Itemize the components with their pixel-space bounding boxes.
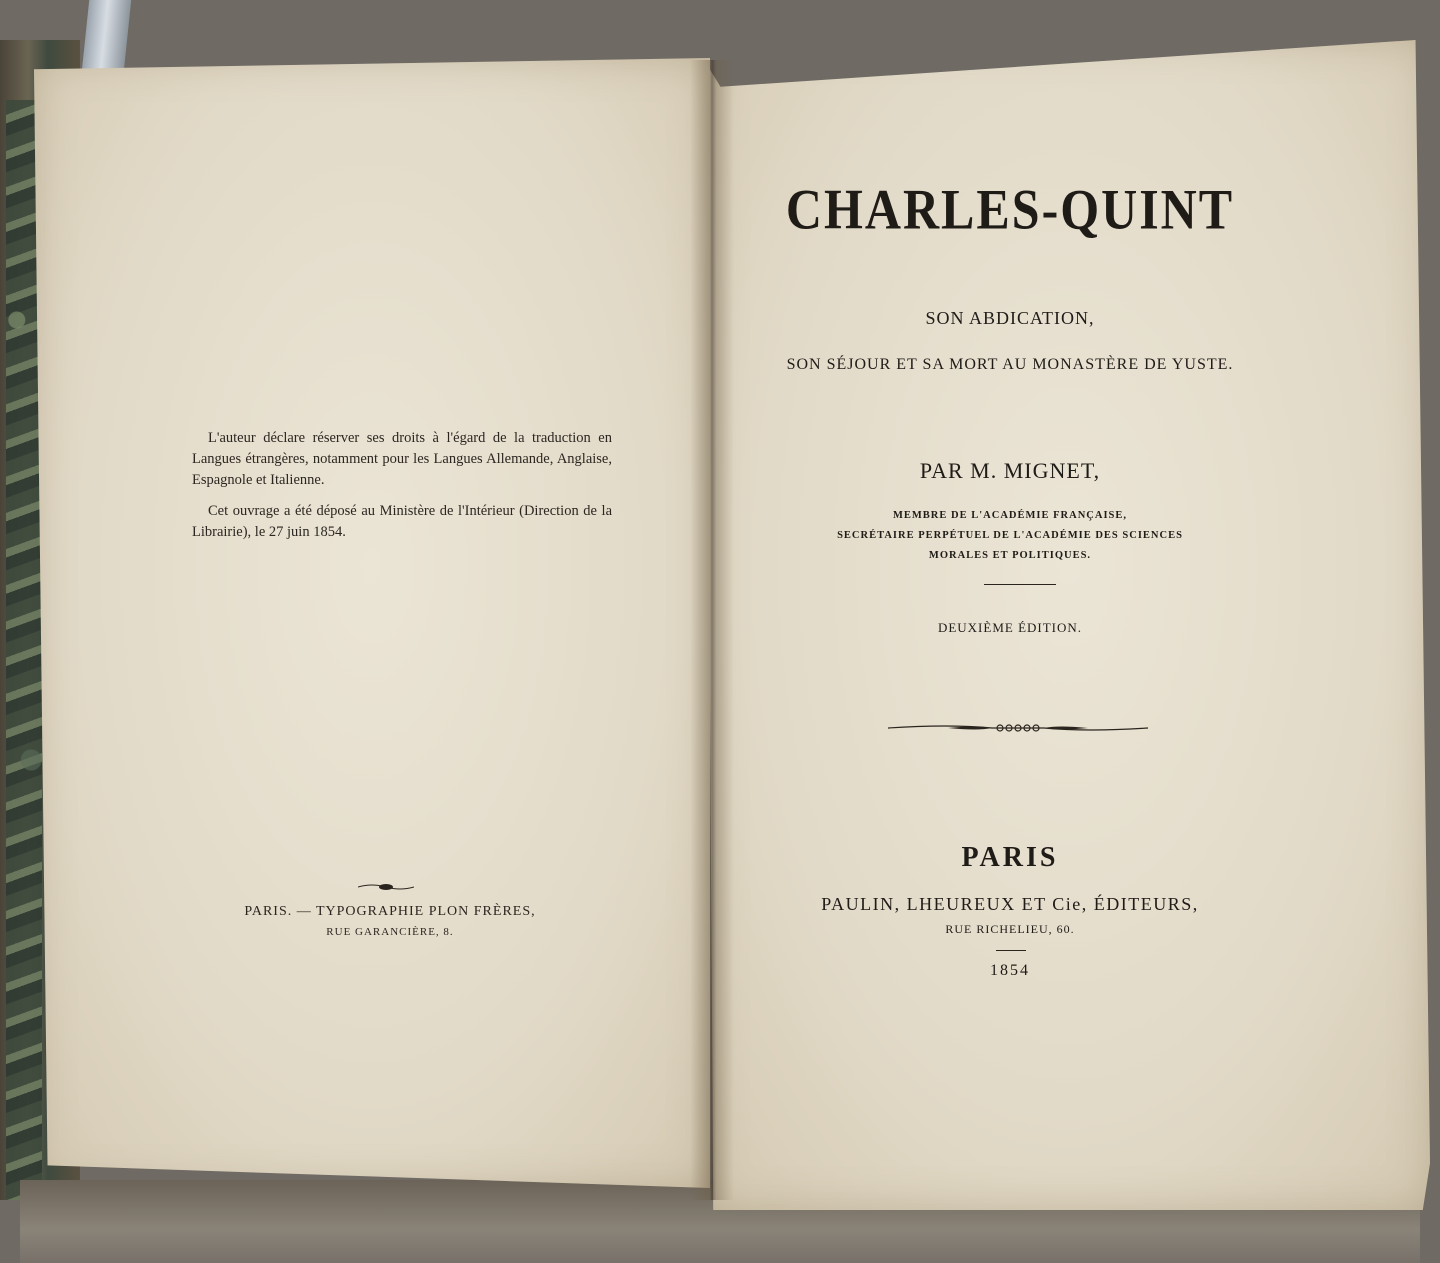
publication-year: 1854: [990, 962, 1030, 979]
publisher-address: RUE RICHELIEU, 60.: [945, 922, 1075, 936]
author-title-line: SECRÉTAIRE PERPÉTUEL DE L'ACADÉMIE DES SCIENCES: [837, 530, 1183, 541]
edition-label: DEUXIÈME ÉDITION.: [937, 620, 1083, 635]
short-divider-rule: [996, 950, 1026, 951]
book-title: CHARLES-QUINT: [785, 176, 1235, 242]
printer-name: PARIS. — TYPOGRAPHIE PLON FRÈRES,: [244, 904, 536, 919]
subtitle-line-1: SON ABDICATION,: [925, 308, 1095, 328]
publisher-name: PAULIN, LHEUREUX ET Cie, ÉDITEURS,: [821, 894, 1199, 914]
author-titles: [740, 506, 1280, 566]
printer-imprint: [200, 904, 580, 938]
author-name: PAR M. MIGNET,: [919, 458, 1101, 483]
rights-notice: [192, 428, 612, 553]
author-title-line: MORALES ET POLITIQUES.: [928, 550, 1092, 561]
small-ornament-icon: [358, 882, 414, 892]
book-gutter: [690, 60, 734, 1200]
publication-city: PARIS: [961, 842, 1059, 873]
author-title-line: MEMBRE DE L'ACADÉMIE FRANÇAISE,: [892, 510, 1127, 521]
left-page: [34, 58, 710, 1188]
deposit-notice-paragraph: Cet ouvrage a été déposé au Ministère de l'Intérieur (Direction de la Librairie), le 27 juin 1854.: [192, 503, 612, 540]
rights-notice-paragraph: L'auteur déclare réserver ses droits à l'égard de la traduction en Langues étrangères, notamment pour les Langues Allemande, Anglaise, Espagnole et Italienne.: [192, 430, 612, 488]
subtitle-line-2: SON SÉJOUR ET SA MORT AU MONASTÈRE DE YUSTE.: [786, 356, 1234, 373]
decorative-ornament-icon: [888, 718, 1148, 738]
printer-address: RUE GARANCIÈRE, 8.: [326, 926, 454, 938]
divider-rule: [984, 584, 1056, 585]
